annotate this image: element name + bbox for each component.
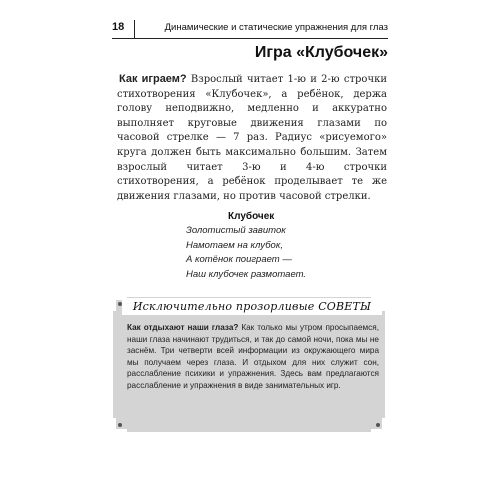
tip-heading: Исключительно прозорливые СОВЕТЫ [122, 298, 382, 315]
corner-ornament-icon [113, 418, 127, 432]
header-divider [134, 20, 135, 38]
corner-ornament-icon [371, 418, 385, 432]
poem-line: Наш клубочек размотает. [186, 268, 307, 280]
running-title: Динамические и статические упражнения для глаз [164, 22, 388, 33]
section-title: Игра «Клубочек» [254, 44, 388, 61]
tip-lead: Как отдыхают наши глаза? [127, 323, 239, 332]
page-number: 18 [112, 21, 125, 33]
poem-title: Клубочек [228, 211, 275, 222]
poem-line: Намотаем на клубок, [186, 239, 283, 251]
instructions-paragraph [117, 72, 387, 204]
tip-paragraph [127, 322, 379, 392]
instructions-lead: Как играем? [119, 73, 187, 85]
poem-line: А котёнок поиграет — [186, 254, 292, 265]
instructions-text: Взрослый читает 1-ю и 2-ю строчки стихотворения «Клубочек», а ребёнок, держа голову неподвижно, медленно и аккуратно выполняет круговые движения глазами по часовой стрелке — 7 раз. Радиус «рисуемого» круга должен быть максимально большим. Затем взрослый читает 3-ю и 4-ю строчки стихотворения, а ребёнок проделывает те же движения глазами, но против часовой стрелки. [117, 74, 387, 202]
poem-line: Золотистый завиток [186, 225, 286, 236]
tip-text: Как только мы утром просыпаемся, наши глаза начинают трудиться, и так до самой ночи, пока мы не заснём. Три четверти всей информации из окружающего мира мы получаем через глаза. И отдыхом для них служит сон, расслабление психики и упражнения. Здесь вам предлагаются расслабление и упражнения в виде занимательных игр. [127, 323, 379, 390]
poem [186, 224, 306, 282]
page-header [112, 20, 388, 39]
